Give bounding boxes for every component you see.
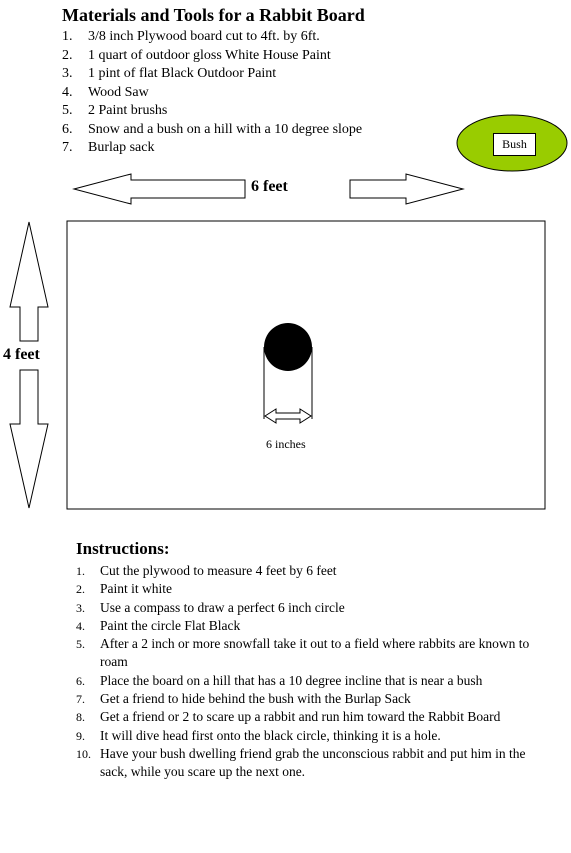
materials-item-number: 4. (62, 84, 73, 100)
width-arrow-left (74, 174, 245, 204)
instruction-text: Use a compass to draw a perfect 6 inch circle (100, 599, 345, 615)
black-circle (264, 323, 312, 371)
instruction-item (76, 690, 548, 708)
instruction-item (76, 635, 548, 672)
instruction-text: Paint it white (100, 581, 172, 597)
instruction-number: 6. (76, 673, 85, 688)
instruction-item (76, 727, 548, 745)
instruction-number: 5. (76, 637, 85, 652)
instruction-item (76, 599, 548, 617)
instruction-number: 3. (76, 600, 85, 615)
instruction-text: Get a friend to hide behind the bush with the Burlap Sack (100, 691, 411, 707)
materials-title: Materials and Tools for a Rabbit Board (62, 5, 365, 25)
instructions-title: Instructions: (76, 539, 170, 558)
materials-item-text: Wood Saw (88, 84, 149, 100)
instruction-text: After a 2 inch or more snowfall take it out to a field where rabbits are known to roam (100, 636, 530, 670)
instruction-number: 2. (76, 582, 85, 597)
materials-item-text: Burlap sack (88, 140, 155, 155)
materials-item-number: 7. (62, 140, 73, 155)
instruction-item (76, 708, 548, 726)
instruction-text: Place the board on a hill that has a 10 degree incline that is near a bush (100, 672, 483, 688)
instructions-list (76, 562, 548, 782)
materials-item-number: 5. (62, 103, 73, 118)
materials-item-number: 1. (62, 29, 73, 44)
instruction-text: Get a friend or 2 to scare up a rabbit and run him toward the Rabbit Board (100, 709, 501, 725)
instruction-number: 1. (76, 564, 85, 578)
instruction-item (76, 562, 548, 580)
instruction-text: Paint the circle Flat Black (100, 617, 241, 633)
instruction-item (76, 672, 548, 690)
width-label: 6 feet (251, 178, 288, 195)
instruction-number: 9. (76, 728, 85, 743)
instruction-number: 8. (76, 710, 85, 725)
instruction-item (76, 580, 548, 598)
materials-item-text: 1 quart of outdoor gloss White House Paint (88, 47, 331, 63)
instruction-item (76, 617, 548, 635)
rabbit-board (67, 221, 545, 509)
materials-item-text: 2 Paint brushs (88, 103, 168, 118)
instruction-number: 7. (76, 692, 85, 707)
instruction-text: Cut the plywood to measure 4 feet by 6 feet (100, 563, 337, 578)
materials-item-number: 2. (62, 47, 73, 63)
instruction-text: It will dive head first onto the black circle, thinking it is a hole. (100, 727, 441, 743)
instruction-number: 4. (76, 618, 85, 633)
height-arrow-up (10, 222, 48, 341)
width-arrow-right (350, 174, 463, 204)
instruction-number: 10. (76, 746, 91, 761)
materials-item-text: 1 pint of flat Black Outdoor Paint (88, 66, 277, 81)
height-label: 4 feet (3, 346, 40, 363)
materials-item-number: 6. (62, 121, 73, 137)
materials-item-number: 3. (62, 66, 73, 81)
height-arrow-down (10, 370, 48, 508)
materials-item-text: 3/8 inch Plywood board cut to 4ft. by 6ft. (88, 29, 320, 44)
instruction-item (76, 745, 548, 782)
instruction-text: Have your bush dwelling friend grab the unconscious rabbit and put him in the sack, while you scare up the next one. (100, 745, 526, 780)
bush-label: Bush (493, 133, 536, 156)
circle-diameter-label: 6 inches (266, 437, 306, 451)
materials-item-text: Snow and a bush on a hill with a 10 degree slope (88, 121, 363, 137)
